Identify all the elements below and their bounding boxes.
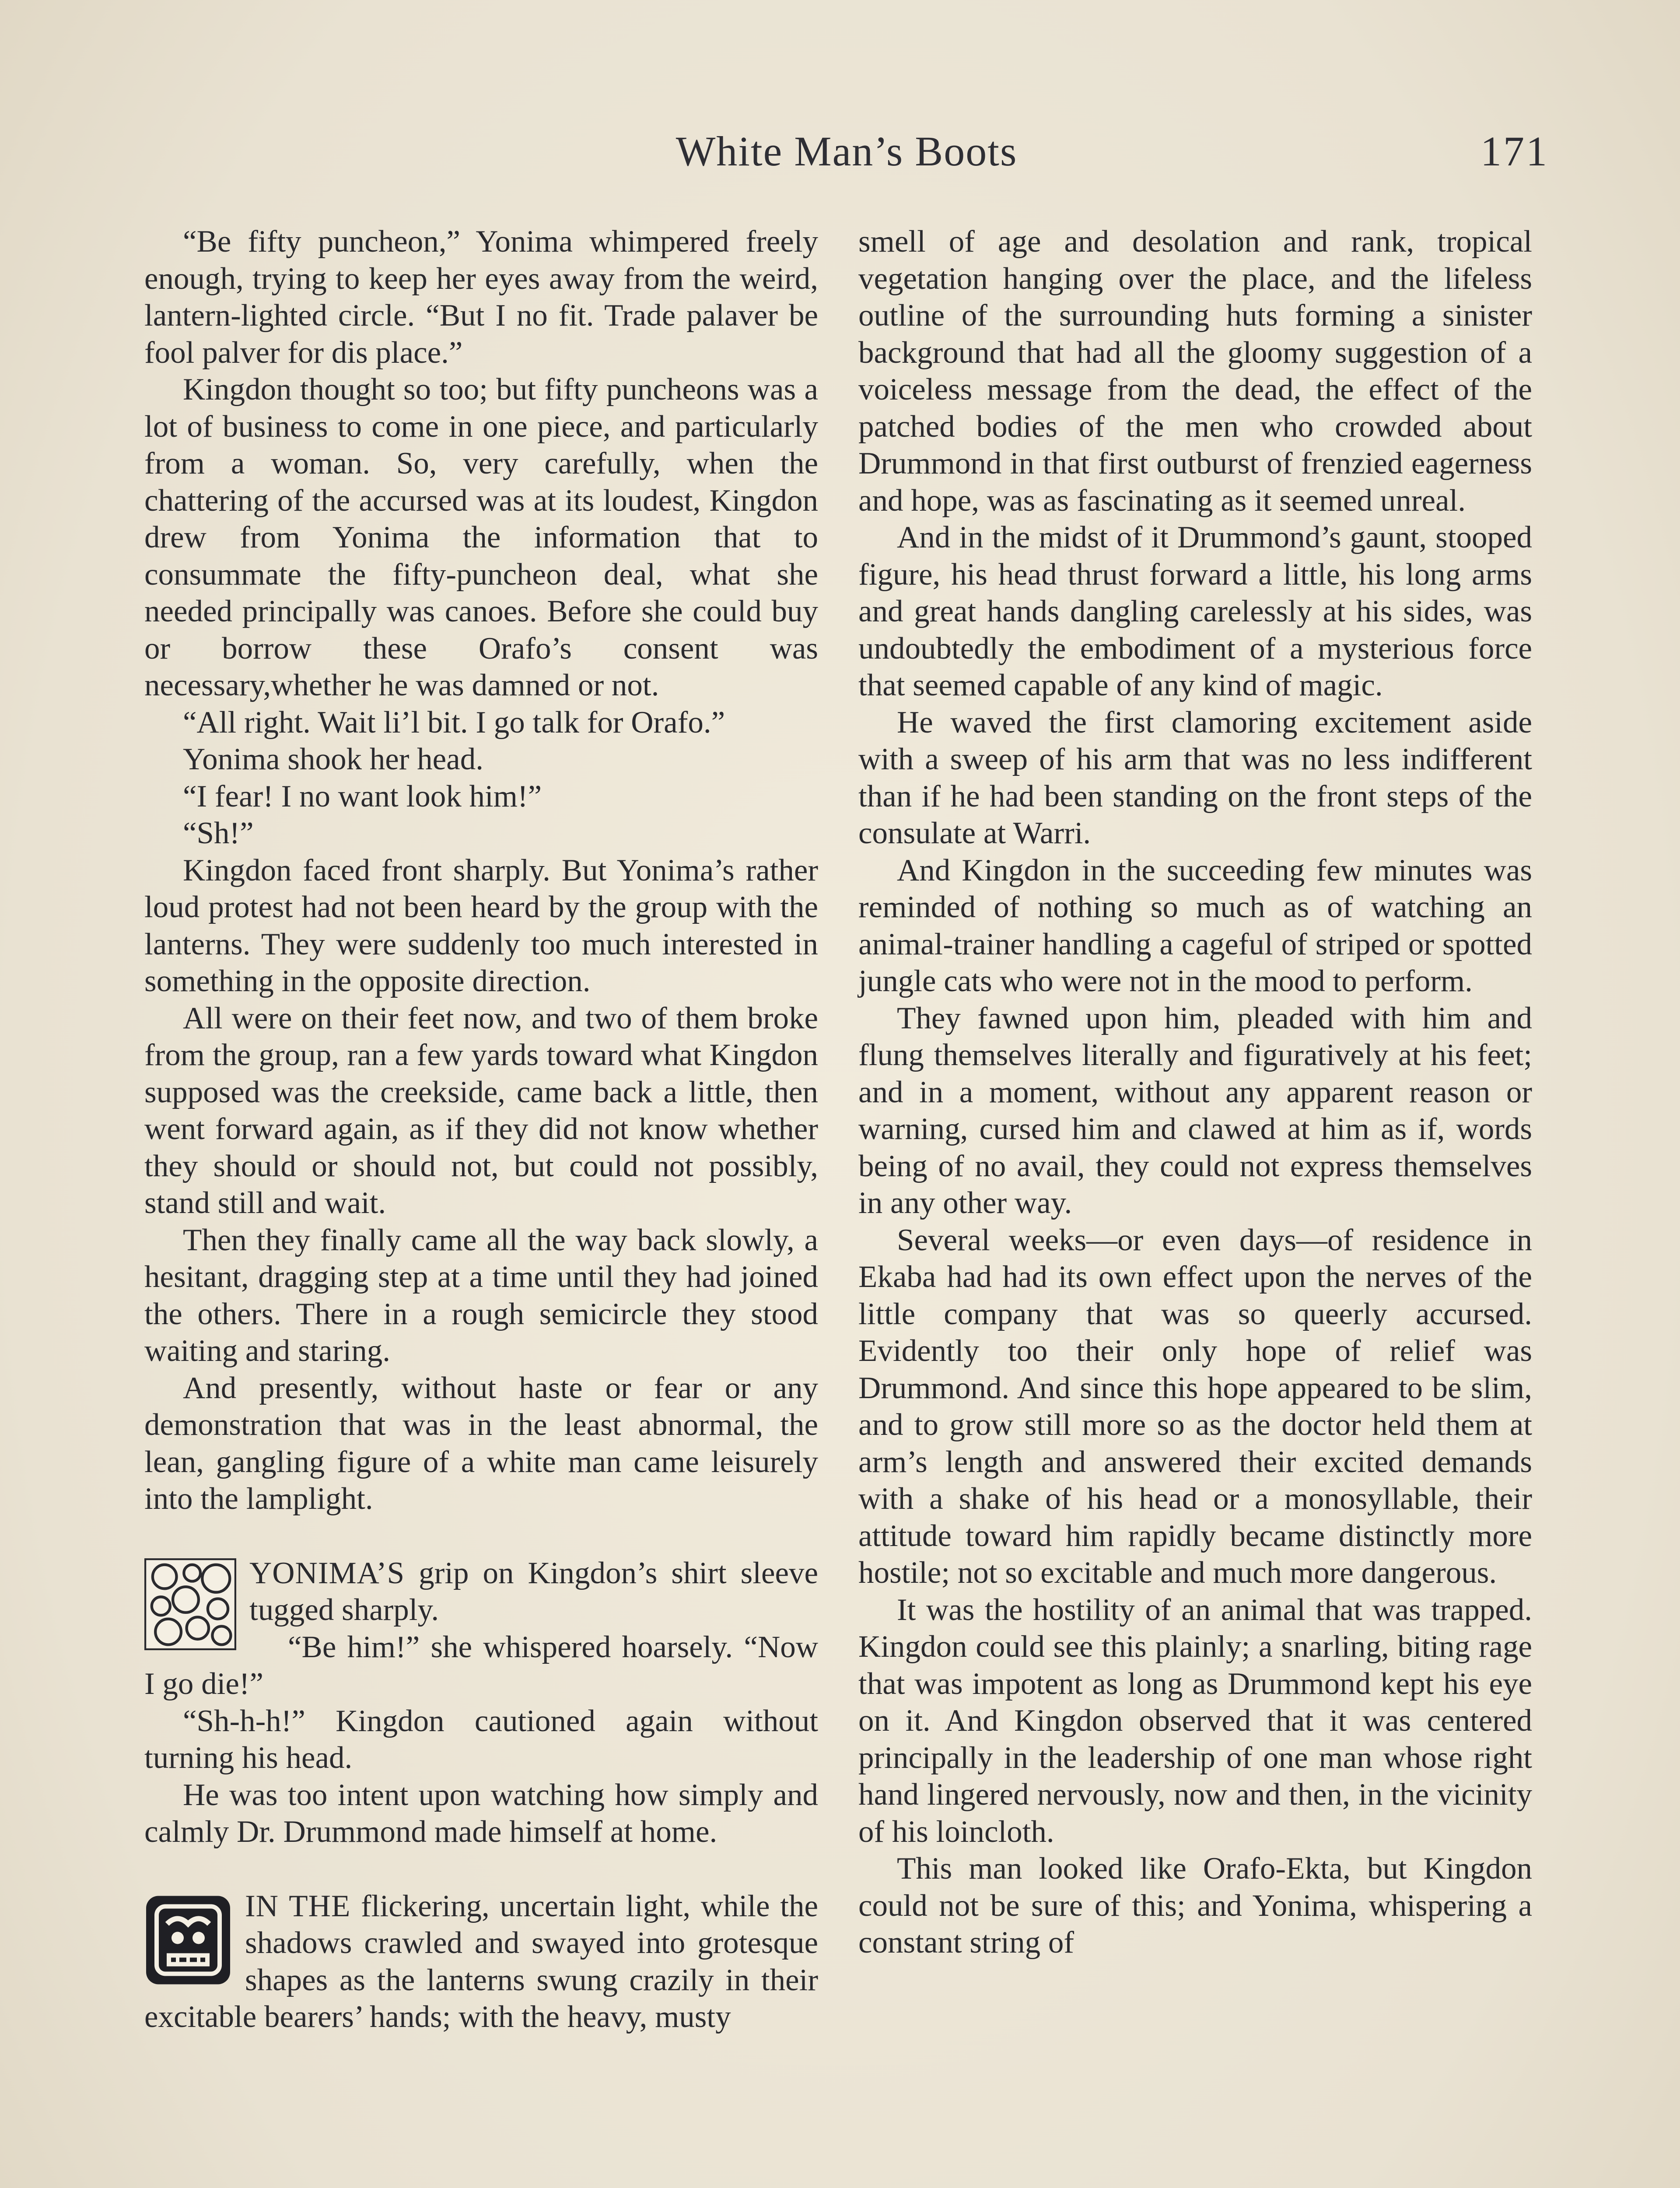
paragraph xyxy=(144,1555,818,1629)
paragraph: And Kingdon in the succeeding few minutes was reminded of nothing so much as of watching an animal-trainer handling a cageful of striped or spotted jungle cats who were not in the mood to perform. xyxy=(858,853,1532,998)
paragraph: It was the hostility of an animal that was trapped. Kingdon could see this plainly; a snarling, biting rage that was impotent as long as Drummond kept his eye on it. And Kingdon observed that it was centered principally in the leadership of one man whose right hand lingered nervously, now and then, in the vicinity of his loincloth. xyxy=(858,1592,1532,1849)
paragraph: “Sh!” xyxy=(183,816,254,850)
paragraph: They fawned upon him, pleaded with him and flung themselves literally and figuratively at his feet; and in a moment, without any apparent reason or warning, cursed him and clawed at him as if, words being of no avail, they could not express themselves in any other way. xyxy=(858,1001,1532,1220)
paragraph: He was too intent upon watching how simply and calmly Dr. Drummond made himself at home. xyxy=(144,1778,818,1849)
paragraph: All were on their feet now, and two of them broke from the group, ran a few yards toward what Kingdon supposed was the creekside, came back a little, then went forward again, as if they did not know whether they should or should not, but could not possibly, stand still and wait. xyxy=(144,1001,818,1220)
left-column xyxy=(144,223,818,2036)
running-head xyxy=(144,127,1549,193)
carved-mask-ornament-icon xyxy=(144,1893,232,1987)
paragraph: And presently, without haste or fear or any demonstration that was in the least abnormal, the lean, gangling figure of a white man came leisurely into the lamplight. xyxy=(144,1371,818,1516)
running-title: White Man’s Boots xyxy=(676,128,1018,175)
paragraph: “Be him!” she whispered hoarsely. “Now I go die!” xyxy=(144,1630,818,1701)
paragraph: smell of age and desolation and rank, tropical vegetation hanging over the place, and the lifeless outline of the surrounding huts forming a sinister background that had all the gloomy suggestion of a voiceless message from the dead, the effect of the patched bodies of the men who crowded about Drummond in that first outburst of frenzied eagerness and hope, was as fascinating as it seemed unreal. xyxy=(858,224,1532,518)
paragraph: “Sh-h-h!” Kingdon cautioned again without turning his head. xyxy=(144,1704,818,1775)
paragraph: Kingdon faced front sharply. But Yonima’s rather loud protest had not been heard by the group with the lanterns. They were suddenly too much interested in something in the opposite direction. xyxy=(144,853,818,998)
paragraph: Kingdon thought so too; but fifty puncheons was a lot of business to come in one piece, and particularly from a woman. So, very carefully, when the chattering of the accursed was at its loudest, Kingdon drew from Yonima the information that to consummate the fifty-puncheon deal, what she needed principally was canoes. Before she could buy or borrow these Orafo’s consent was necessary,whether he was damned or not. xyxy=(144,372,818,702)
paragraph: This man looked like Orafo-Ekta, but Kingdon could not be sure of this; and Yonima, whispering a constant string of xyxy=(858,1851,1532,1960)
paragraph: Yonima shook her head. xyxy=(183,742,483,776)
section-break-yonima xyxy=(144,1555,818,1888)
section-break-flickering xyxy=(144,1888,818,2036)
paragraph: Several weeks—or even days—of residence in Ekaba had had its own effect upon the nerves of the little company that was so queerly accursed. Evidently too their only hope of relief was Drummond. And since this hope appeared to be slim, and to grow still more so as the doctor held them at arm’s length and answered their excited demands with a shake of his head or a monosyllable, their attitude toward him rapidly became distinctly more hostile; not so excitable and much more dangerous. xyxy=(858,1223,1532,1590)
paragraph xyxy=(144,1888,818,2036)
bubbles-ornament-icon xyxy=(144,1558,236,1650)
paragraph-text: flickering, uncertain light, while the shadows crawled and swayed into grotesque shapes as the lanterns swung crazily in their excitable bearers’ hands; with the heavy, musty xyxy=(144,1889,818,2034)
drop-lead-words: IN THE xyxy=(245,1889,351,1923)
drop-lead-words: YONIMA’S xyxy=(249,1556,405,1590)
paragraph: “I fear! I no want look him!” xyxy=(183,779,542,813)
page-number: 171 xyxy=(1480,128,1549,175)
paragraph: “All right. Wait li’l bit. I go talk for Orafo.” xyxy=(183,705,725,740)
paragraph-text: grip on Kingdon’s shirt sleeve tugged sharply. xyxy=(249,1556,818,1627)
paragraph: “Be fifty puncheon,” Yonima whimpered freely enough, trying to keep her eyes away from the weird, lantern-lighted circle. “But I no fit. Trade palaver be fool palver for dis place.” xyxy=(144,224,818,370)
paragraph: He waved the first clamoring excitement aside with a sweep of his arm that was no less indifferent than if he had been standing on the front steps of the consulate at Warri. xyxy=(858,705,1532,850)
paragraph: And in the midst of it Drummond’s gaunt, stooped figure, his head thrust forward a little, his long arms and great hands dangling carelessly at his sides, was undoubtedly the embodiment of a mysterious force that seemed capable of any kind of magic. xyxy=(858,520,1532,702)
paragraph: Then they finally came all the way back slowly, a hesitant, dragging step at a time until they had joined the others. There in a rough semicircle they stood waiting and staring. xyxy=(144,1223,818,1368)
right-column xyxy=(858,223,1532,1961)
